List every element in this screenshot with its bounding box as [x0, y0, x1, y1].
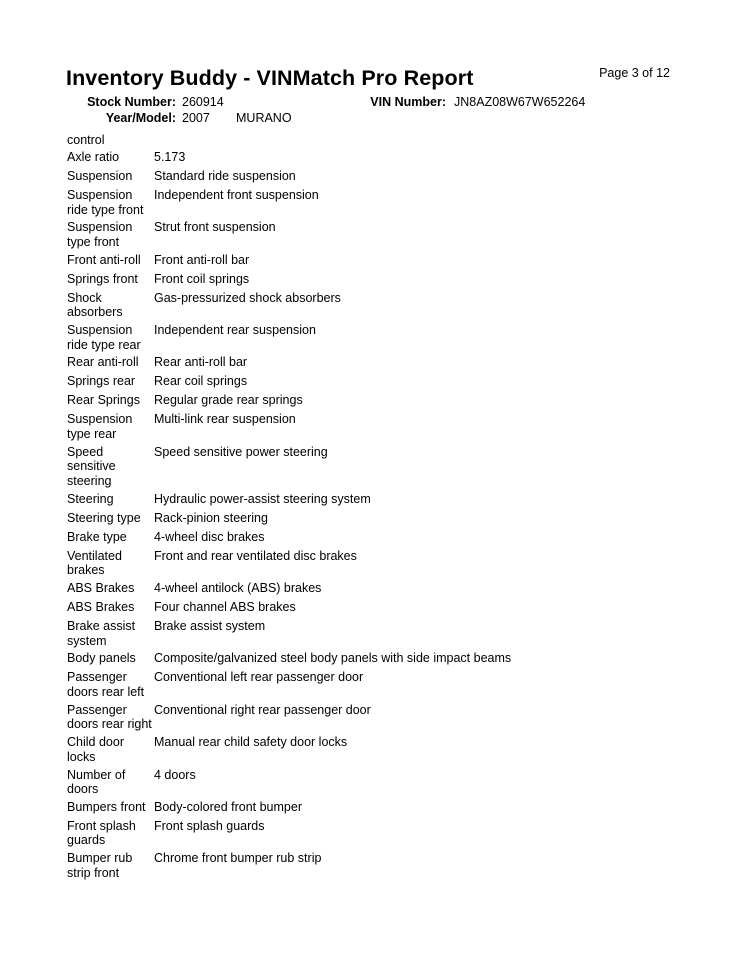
spec-row [67, 272, 667, 291]
spec-row [67, 150, 667, 169]
spec-row [67, 188, 667, 220]
spec-row [67, 323, 667, 355]
spec-value: Speed sensitive power steering [154, 444, 328, 459]
spec-value: Independent front suspension [154, 187, 319, 202]
spec-value: Front and rear ventilated disc brakes [154, 548, 357, 563]
spec-value: 4-wheel antilock (ABS) brakes [154, 581, 322, 596]
spec-row [67, 549, 667, 581]
spec-value: Conventional right rear passenger door [154, 702, 371, 717]
spec-label: Bumpers front [67, 799, 146, 814]
spec-value: Rack-pinion steering [154, 510, 268, 525]
year-model-label: Year/Model: [105, 111, 176, 125]
spec-value: Composite/galvanized steel body panels with side impact beams [154, 651, 512, 666]
spec-row [67, 492, 667, 511]
spec-label: Axle ratio [67, 150, 120, 164]
spec-value: Body-colored front bumper [154, 799, 302, 814]
spec-label: Child door locks [67, 735, 124, 764]
spec-label: Suspension type rear [67, 412, 133, 441]
spec-label: Passenger doors rear left [67, 670, 145, 699]
page-indicator: Page 3 of 12 [599, 66, 670, 80]
spec-label: Front splash guards [67, 818, 136, 848]
spec-label: Brake type [67, 529, 127, 544]
spec-row [67, 619, 667, 651]
spec-value: Rear coil springs [154, 374, 248, 389]
spec-label: Rear anti-roll [67, 355, 139, 370]
spec-row [67, 291, 667, 323]
spec-label: Rear Springs [67, 393, 140, 408]
spec-table [67, 150, 667, 884]
model-value: MURANO [236, 111, 292, 125]
spec-value: Multi-link rear suspension [154, 412, 296, 427]
spec-value: Conventional left rear passenger door [154, 670, 364, 685]
spec-value: 4 doors [154, 767, 196, 782]
spec-value: Four channel ABS brakes [154, 600, 296, 615]
vin-value: JN8AZ08W67W652264 [454, 95, 586, 109]
spec-value: Standard ride suspension [154, 168, 296, 183]
spec-value: Chrome front bumper rub strip [154, 851, 322, 866]
spec-label: ABS Brakes [67, 600, 135, 615]
spec-label: Ventilated brakes [67, 548, 122, 578]
stock-number-value: 260914 [182, 95, 224, 109]
spec-label: Speed sensitive steering [67, 444, 116, 488]
spec-row [67, 819, 667, 851]
spec-row [67, 393, 667, 412]
spec-label: Springs rear [67, 374, 136, 389]
spec-row [67, 581, 667, 600]
spec-label: Steering type [67, 510, 141, 525]
spec-row [67, 851, 667, 883]
spec-value: Manual rear child safety door locks [154, 735, 348, 750]
spec-value: Front anti-roll bar [154, 252, 250, 267]
spec-label: Steering [67, 491, 114, 506]
spec-label: Springs front [67, 271, 138, 286]
spec-value: Gas-pressurized shock absorbers [154, 290, 341, 305]
spec-row [67, 800, 667, 819]
spec-row [67, 169, 667, 188]
spec-row [67, 220, 667, 252]
spec-row [67, 511, 667, 530]
spec-row [67, 670, 667, 702]
spec-row [67, 412, 667, 444]
spec-value: Independent rear suspension [154, 323, 316, 338]
spec-value: Strut front suspension [154, 220, 276, 235]
spec-row [67, 530, 667, 549]
spec-value: Regular grade rear springs [154, 393, 303, 408]
spec-value: 5.173 [154, 150, 186, 164]
spec-value: Front splash guards [154, 818, 265, 833]
spec-row [67, 355, 667, 374]
spec-label: Bumper rub strip front [67, 851, 133, 880]
spec-row [67, 735, 667, 767]
spec-label: Front anti-roll [67, 252, 141, 267]
spec-row [67, 703, 667, 735]
continued-text: control [67, 133, 105, 147]
year-value: 2007 [182, 111, 210, 125]
spec-row [67, 374, 667, 393]
spec-label: Number of doors [67, 767, 126, 797]
spec-row [67, 253, 667, 272]
spec-value: 4-wheel disc brakes [154, 529, 265, 544]
spec-label: Suspension ride type front [67, 187, 144, 217]
spec-row [67, 445, 667, 492]
spec-label: Suspension type front [67, 220, 133, 249]
vin-label: VIN Number: [370, 95, 446, 109]
report-title: Inventory Buddy - VINMatch Pro Report [66, 66, 474, 90]
spec-label: Suspension [67, 168, 133, 183]
spec-value: Front coil springs [154, 271, 250, 286]
spec-value: Rear anti-roll bar [154, 355, 248, 370]
spec-row [67, 768, 667, 800]
spec-row [67, 600, 667, 619]
spec-label: Suspension ride type rear [67, 323, 141, 352]
spec-value: Hydraulic power-assist steering system [154, 491, 371, 506]
spec-label: ABS Brakes [67, 581, 135, 596]
spec-label: Passenger doors rear right [67, 702, 152, 732]
spec-row [67, 651, 667, 670]
spec-label: Brake assist system [67, 619, 136, 648]
spec-value: Brake assist system [154, 619, 266, 634]
spec-label: Shock absorbers [67, 290, 123, 320]
spec-label: Body panels [67, 651, 136, 666]
stock-number-label: Stock Number: [87, 95, 176, 109]
